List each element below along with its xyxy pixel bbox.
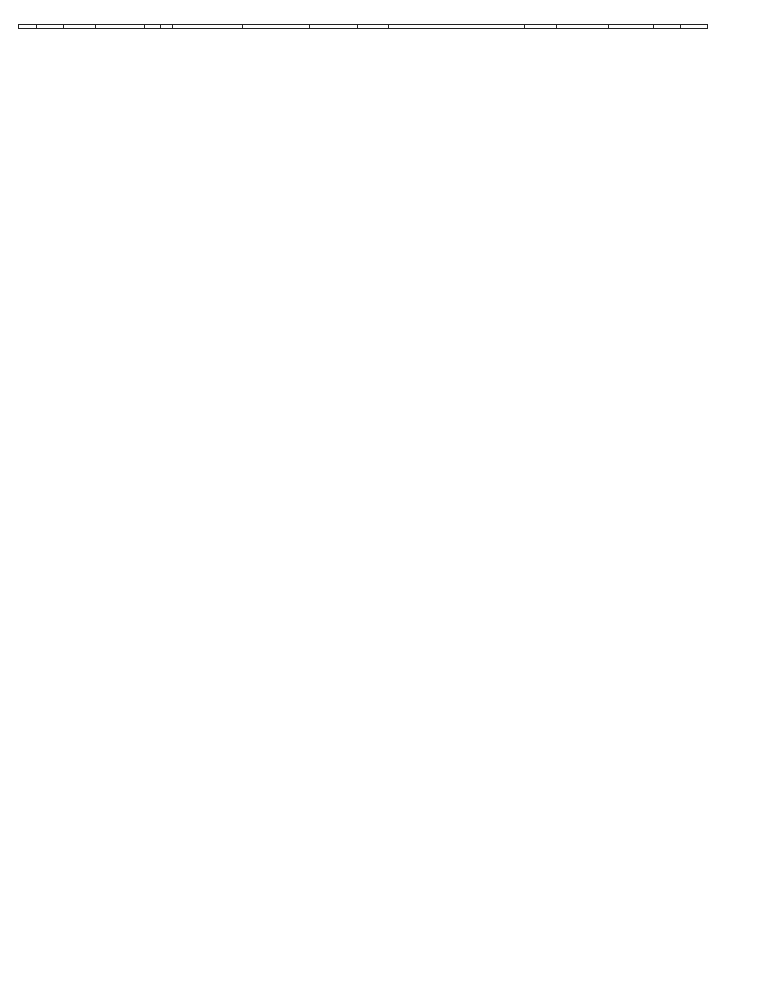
column-header [357, 25, 389, 29]
header-row [19, 25, 708, 29]
column-header [19, 25, 37, 29]
column-header [653, 25, 680, 29]
data-table-page-1 [18, 24, 708, 29]
spreadsheet-page-1 [18, 24, 708, 29]
column-header [64, 25, 96, 29]
column-header [145, 25, 161, 29]
column-header [172, 25, 242, 29]
column-header [37, 25, 64, 29]
column-header [524, 25, 556, 29]
column-header [389, 25, 525, 29]
column-header [95, 25, 145, 29]
column-header [680, 25, 707, 29]
column-header [310, 25, 357, 29]
column-header [608, 25, 653, 29]
column-header [242, 25, 310, 29]
column-header [556, 25, 608, 29]
column-header [161, 25, 172, 29]
